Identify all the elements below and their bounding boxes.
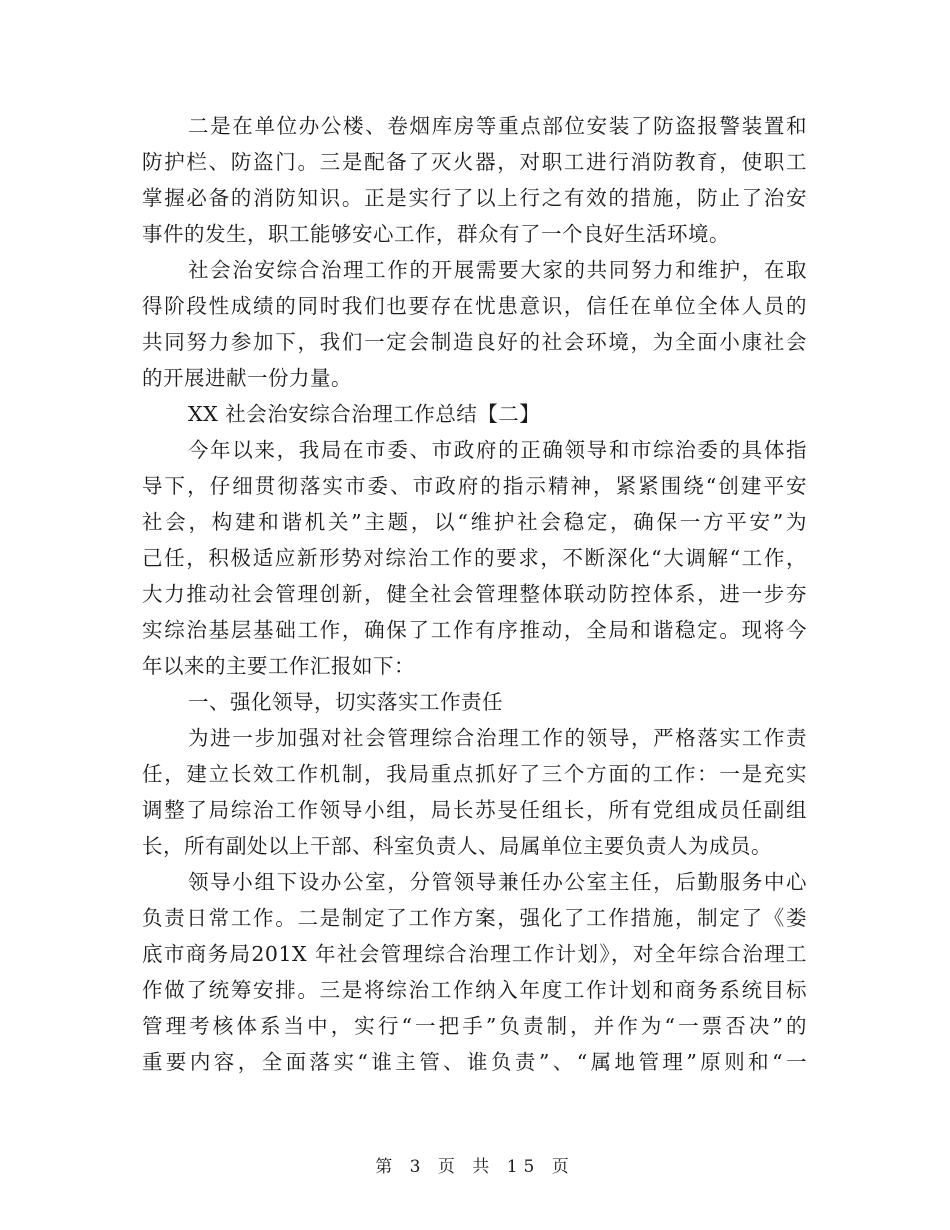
text-line: 管理考核体系当中，实行“一把手”负责制，并作为“一票否决”的 [142, 1014, 807, 1038]
text-line: 今年以来，我局在市委、市政府的正确领导和市综治委的具体指 [188, 438, 807, 462]
text-line: 共同努力参加下，我们一定会制造良好的社会环境，为全面小康社会 [142, 330, 807, 354]
text-line: 掌握必备的消防知识。正是实行了以上行之有效的措施，防止了治安 [142, 186, 807, 210]
page-footer: 第 3 页 共 15 页 [375, 1157, 575, 1177]
text-line: 事件的发生，职工能够安心工作，群众有了一个良好生活环境。 [142, 222, 730, 246]
text-line: 领导小组下设办公室，分管领导兼任办公室主任，后勤服务中心 [188, 870, 807, 894]
text-line: 任，建立长效工作机制，我局重点抓好了三个方面的工作：一是充实 [142, 762, 807, 786]
text-line: 大力推动社会管理创新，健全社会管理整体联动防控体系，进一步夯 [142, 582, 807, 606]
text-line: 重要内容，全面落实“谁主管、谁负责”、“属地管理”原则和“一 [142, 1050, 807, 1074]
text-line: 社会治安综合治理工作的开展需要大家的共同努力和维护，在取 [188, 258, 807, 282]
text-line: 二是在单位办公楼、卷烟库房等重点部位安装了防盗报警装置和 [188, 114, 807, 138]
text-line: 己任，积极适应新形势对综治工作的要求，不断深化“大调解“工作， [142, 546, 807, 570]
text-line: 年以来的主要工作汇报如下： [142, 654, 415, 678]
text-line: 实综治基层基础工作，确保了工作有序推动，全局和谐稳定。现将今 [142, 618, 807, 642]
text-line: XX 社会治安综合治理工作总结【二】 [188, 402, 541, 426]
text-line: 的开展进献一份力量。 [142, 366, 352, 390]
text-line: 长，所有副处以上干部、科室负责人、局属单位主要负责人为成员。 [142, 834, 772, 858]
text-line: 负责日常工作。二是制定了工作方案，强化了工作措施，制定了《娄 [142, 906, 807, 930]
text-line: 调整了局综治工作领导小组，局长苏旻任组长，所有党组成员任副组 [142, 798, 807, 822]
text-line: 导下，仔细贯彻落实市委、市政府的指示精神，紧紧围绕“创建平安 [142, 474, 807, 498]
text-line: 一、强化领导，切实落实工作责任 [188, 690, 503, 714]
text-line: 得阶段性成绩的同时我们也要存在忧患意识，信任在单位全体人员的 [142, 294, 807, 318]
document-body [142, 108, 807, 1080]
text-line: 防护栏、防盗门。三是配备了灭火器，对职工进行消防教育，使职工 [142, 150, 807, 174]
text-line: 作做了统筹安排。三是将综治工作纳入年度工作计划和商务系统目标 [142, 978, 807, 1002]
text-line: 社会，构建和谐机关”主题，以“维护社会稳定，确保一方平安”为 [142, 510, 807, 534]
text-line: 底市商务局201X 年社会管理综合治理工作计划》，对全年综合治理工 [142, 942, 807, 966]
text-line: 为进一步加强对社会管理综合治理工作的领导，严格落实工作责 [188, 726, 807, 750]
